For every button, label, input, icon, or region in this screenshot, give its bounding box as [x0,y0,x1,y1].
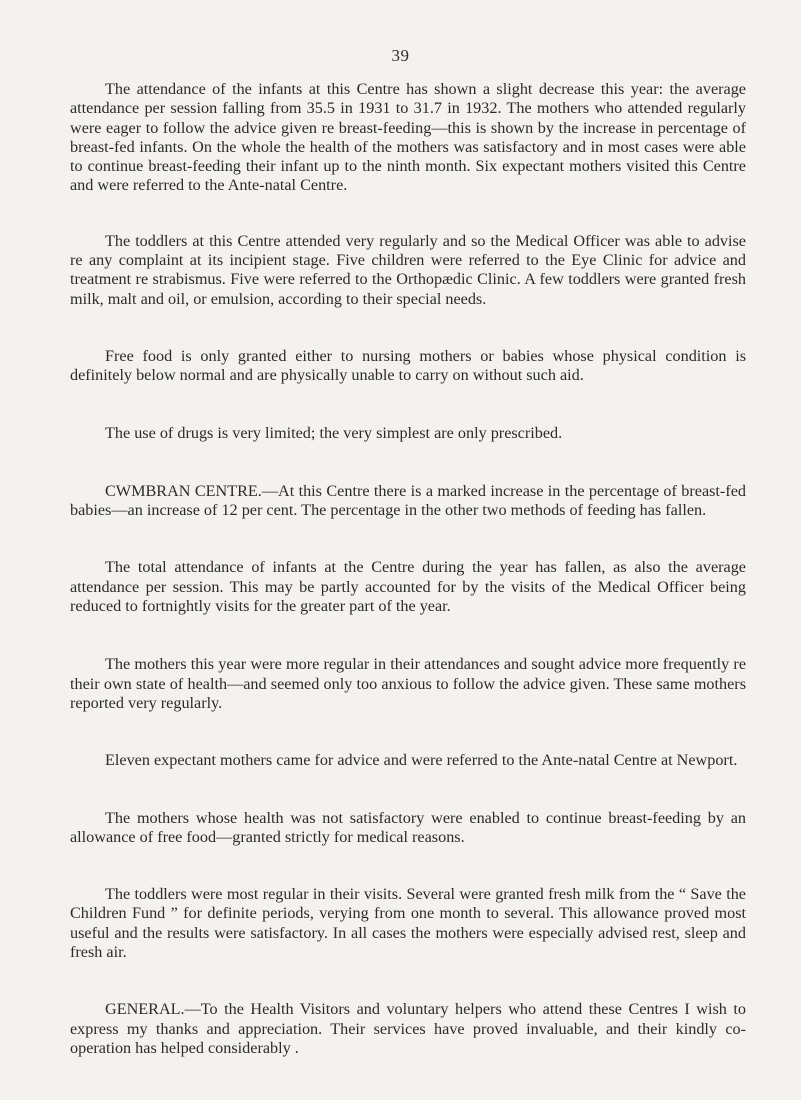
paragraph-drugs: The use of drugs is very limited; the very simplest are only prescribed. [105,423,563,442]
page-number: 39 [391,46,410,65]
body-text [70,80,746,1058]
paragraph-total-attendance: The total attendance of infants at the Centre during the year has fallen, as also the average attendance per session. This may be partly accounted for by the visits of the Medical Officer being reduced to fortnightly visits for the greater part of the year. [70,558,746,616]
paragraph-free-food-allowance: The mothers whose health was not satisfactory were enabled to continue breast-feeding by an allowance of free food—granted strictly for medical reasons. [70,808,746,846]
paragraph-cwmbran-centre: CWMBRAN CENTRE.—At this Centre there is a marked increase in the percentage of breast-fed babies—an increase of 12 per cent. The percentage in the other two methods of feeding has fallen. [70,481,746,520]
paragraph-expectant-mothers: Eleven expectant mothers came for advice and were referred to the Ante-natal Centre at Newport. [105,751,738,770]
paragraph-infant-attendance: The attendance of the infants at this Centre has shown a slight decrease this year: the average attendance per session falling from 35.5 in 1931 to 31.7 in 1932. The mothers who attended regularly were eager to follow the advice given re breast-feeding—this is shown by the increase in percentage of breast-fed infants. On the whole the health of the mothers was satisfactory and in most cases were able to continue breast-feeding their infant up to the ninth month. Six expectant mothers visited this Centre and were referred to the Ante-natal Centre. [70,80,746,195]
paragraph-general-thanks: GENERAL.—To the Health Visitors and voluntary helpers who attend these Centres I wish to express my thanks and appreciation. Their services have proved invaluable, and their kindly co-operation has helped considerably . [70,1000,746,1057]
paragraph-mothers-regular: The mothers this year were more regular in their attendances and sought advice more frequently re their own state of health—and seemed only too anxious to follow the advice given. These same mothers reported very regularly. [70,655,746,712]
paragraph-free-food: Free food is only granted either to nursing mothers or babies whose physical condition is definitely below normal and are physically unable to carry on without such aid. [70,346,746,385]
paragraph-toddlers-milk: The toddlers were most regular in their visits. Several were granted fresh milk from the “ Save the Children Fund ” for definite periods, verying from one month to several. This allowance proved most useful and the results were satisfactory. In all cases the mothers were especially advised rest, sleep and fresh air. [70,885,746,962]
paragraph-toddlers-attendance: The toddlers at this Centre attended very regularly and so the Medical Officer was able to advise re any complaint at its incipient stage. Five children were referred to the Eye Clinic for advice and treatment re strabismus. Five were referred to the Orthopædic Clinic. A few toddlers were granted fresh milk, malt and oil, or emulsion, according to their special needs. [70,231,746,308]
